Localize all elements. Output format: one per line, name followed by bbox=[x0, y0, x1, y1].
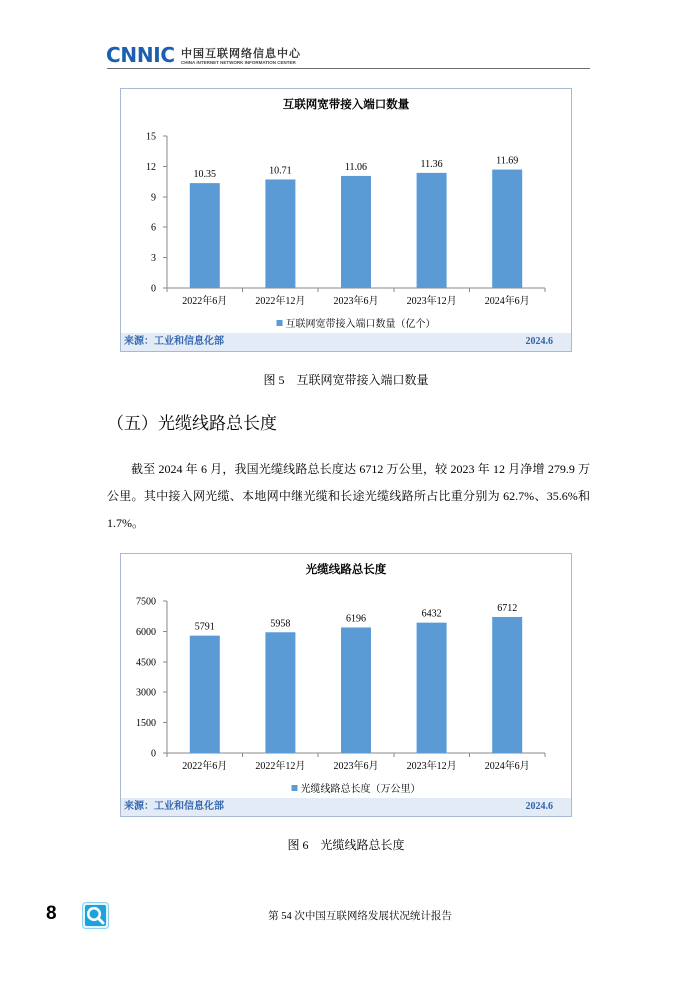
x-tick-label: 2022年12月 bbox=[255, 761, 306, 772]
y-tick-label: 9 bbox=[151, 192, 156, 204]
figure-5-caption: 图 5 互联网宽带接入端口数量 bbox=[263, 373, 429, 387]
x-tick-label: 2024年6月 bbox=[484, 761, 530, 772]
bar bbox=[190, 636, 220, 753]
bar-value-label: 11.69 bbox=[496, 155, 519, 167]
y-tick-label: 7500 bbox=[136, 596, 156, 608]
x-tick-label: 2023年6月 bbox=[333, 761, 379, 772]
bar bbox=[492, 170, 522, 288]
bar-value-label: 11.06 bbox=[344, 161, 368, 173]
page-number: 8 bbox=[46, 903, 57, 924]
bar-value-label: 11.36 bbox=[420, 158, 443, 170]
org-name-en: CHINA INTERNET NETWORK INFORMATION CENTER bbox=[181, 60, 296, 65]
bar bbox=[265, 179, 295, 288]
bar-value-label: 10.35 bbox=[193, 169, 217, 181]
bar-chart-fiber-length bbox=[121, 554, 571, 798]
chart-title: 光缆线路总长度 bbox=[305, 564, 387, 576]
figure-6-box bbox=[120, 553, 572, 817]
figure-source-strip bbox=[121, 798, 571, 816]
y-tick-label: 0 bbox=[151, 283, 156, 295]
magnifier-report-icon bbox=[82, 902, 109, 929]
bar-value-label: 6712 bbox=[497, 602, 518, 614]
bar-value-label: 5791 bbox=[194, 621, 215, 633]
legend-label: 光缆线路总长度（万公里） bbox=[300, 784, 421, 795]
bar bbox=[190, 183, 220, 288]
figure-source: 来源：工业和信息化部 bbox=[124, 336, 224, 347]
bar-value-label: 10.71 bbox=[269, 165, 292, 177]
bar bbox=[417, 173, 447, 288]
bar bbox=[341, 176, 371, 288]
x-tick-label: 2023年12月 bbox=[406, 296, 457, 307]
y-tick-label: 0 bbox=[151, 748, 156, 760]
y-tick-label: 3 bbox=[151, 253, 156, 265]
y-tick-label: 15 bbox=[146, 131, 156, 143]
org-name-cn: 中国互联网络信息中心 bbox=[181, 47, 301, 60]
x-tick-label: 2022年6月 bbox=[182, 296, 228, 307]
bar bbox=[417, 623, 447, 753]
chart-title: 互联网宽带接入端口数量 bbox=[282, 99, 410, 111]
footer-report-title: 第 54 次中国互联网络发展状况统计报告 bbox=[268, 911, 452, 922]
bar-chart-broadband-ports bbox=[121, 89, 571, 333]
x-tick-label: 2022年12月 bbox=[255, 296, 306, 307]
bar bbox=[492, 617, 522, 753]
section-heading: （五）光缆线路总长度 bbox=[107, 414, 277, 433]
x-tick-label: 2022年6月 bbox=[182, 761, 228, 772]
legend-swatch bbox=[292, 785, 298, 791]
x-tick-label: 2023年12月 bbox=[406, 761, 457, 772]
header-divider bbox=[107, 68, 590, 69]
y-tick-label: 1500 bbox=[136, 718, 156, 730]
cnnic-logo: CNNIC bbox=[106, 43, 175, 67]
figure-source: 来源：工业和信息化部 bbox=[124, 801, 224, 812]
y-tick-label: 3000 bbox=[136, 687, 156, 699]
y-tick-label: 12 bbox=[146, 161, 156, 173]
bar-value-label: 6432 bbox=[421, 608, 442, 620]
bar-value-label: 5958 bbox=[270, 618, 291, 630]
bar bbox=[341, 627, 371, 753]
y-tick-label: 6 bbox=[151, 222, 156, 234]
bar-value-label: 6196 bbox=[346, 613, 366, 625]
y-tick-label: 4500 bbox=[136, 657, 156, 669]
x-tick-label: 2023年6月 bbox=[333, 296, 379, 307]
figure-date: 2024.6 bbox=[525, 801, 553, 812]
body-paragraph: 截至 2024 年 6 月，我国光缆线路总长度达 6712 万公里，较 2023 年 12 月净增 279.9 万公里。其中接入网光缆、本地网中继光缆和长途光缆线路所占比重分别为 62.7%、35.6%和1.7%。 bbox=[107, 462, 590, 530]
figure-date: 2024.6 bbox=[525, 336, 553, 347]
bar bbox=[265, 632, 295, 753]
y-tick-label: 6000 bbox=[136, 626, 156, 638]
legend-swatch bbox=[277, 320, 283, 326]
figure-5-box bbox=[120, 88, 572, 352]
figure-6-caption: 图 6 光缆线路总长度 bbox=[287, 838, 405, 852]
x-tick-label: 2024年6月 bbox=[484, 296, 530, 307]
legend-label: 互联网宽带接入端口数量（亿个） bbox=[285, 319, 436, 330]
figure-source-strip bbox=[121, 333, 571, 351]
